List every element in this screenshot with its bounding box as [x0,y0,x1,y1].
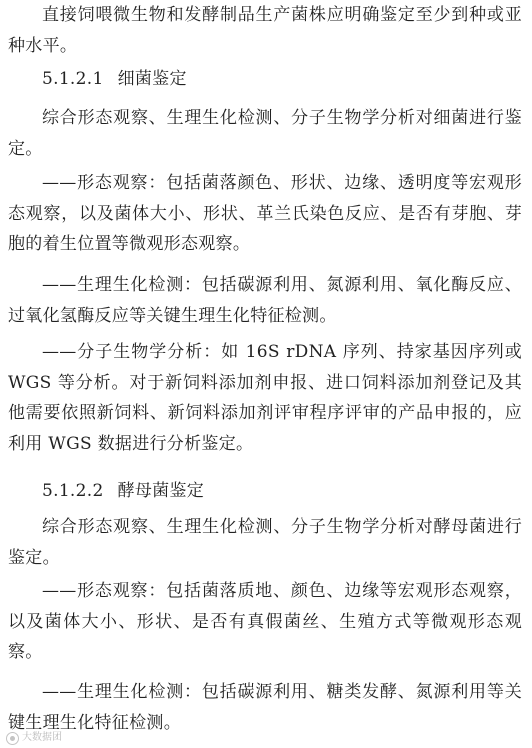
section-heading-yeast [42,476,204,507]
watermark-text: 大数据团 [22,732,62,743]
yeast-morphology-paragraph: ——形态观察：包括菌落质地、颜色、边缘等宏观形态观察，以及菌体大小、形状、是否有真假菌丝、生殖方式等微观形态观察。 [8,581,522,662]
bacteria-intro-paragraph: 综合形态观察、生理生化检测、分子生物学分析对细菌进行鉴定。 [8,108,522,159]
bacteria-morphology-paragraph: ——形态观察：包括菌落颜色、形状、边缘、透明度等宏观形态观察，以及菌体大小、形状、革兰氏染色反应、是否有芽胞、芽胞的着生位置等微观形态观察。 [8,173,522,254]
yeast-intro-paragraph: 综合形态观察、生理生化检测、分子生物学分析对酵母菌进行鉴定。 [8,517,522,568]
bacteria-physiology-paragraph: ——生理生化检测：包括碳源利用、氮源利用、氧化酶反应、过氧化氢酶反应等关键生理生化特征检测。 [8,275,522,326]
intro-paragraph: 直接饲喂微生物和发酵制品生产菌株应明确鉴定至少到种或亚种水平。 [8,5,522,56]
section-number: 5.1.2.1 [42,69,104,89]
section-heading-bacteria [42,64,187,95]
section-title: 酵母菌鉴定 [117,481,205,501]
watermark-logo-icon [6,732,19,745]
section-number: 5.1.2.2 [42,481,104,501]
bacteria-molecular-paragraph: ——分子生物学分析：如 16S rDNA 序列、持家基因序列或 WGS 等分析。对于新饲料添加剂申报、进口饲料添加剂登记及其他需要依照新饲料、新饲料添加剂评审程序评审的产品申报的，应利用 WGS 数据进行分析鉴定。 [8,342,522,454]
yeast-physiology-paragraph: ——生理生化检测：包括碳源利用、糖类发酵、氮源利用等关键生理生化特征检测。 [8,682,522,733]
section-title: 细菌鉴定 [117,69,187,89]
watermark [6,730,62,746]
